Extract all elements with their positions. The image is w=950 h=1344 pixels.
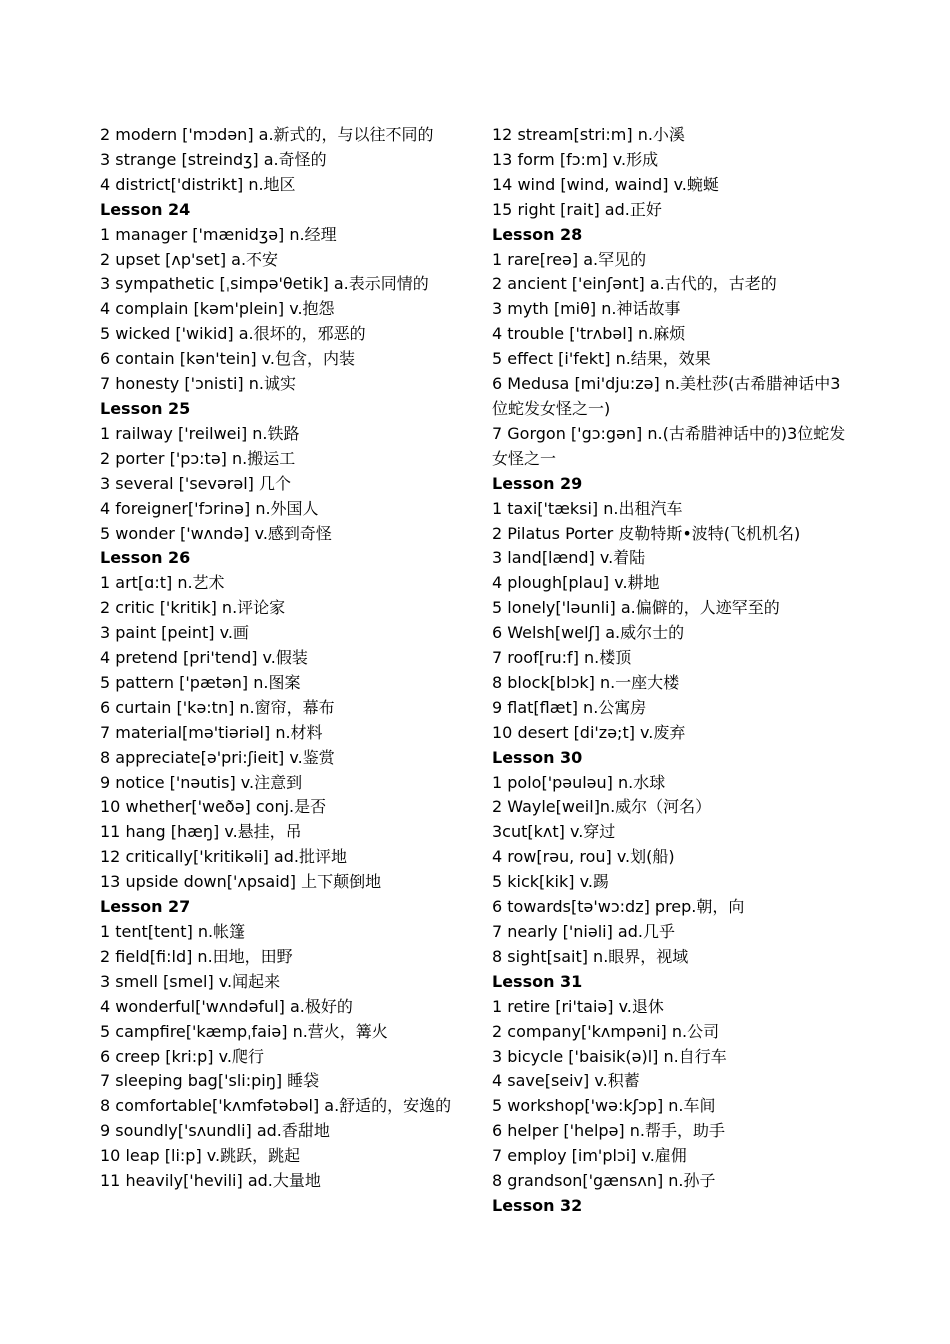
vocabulary-entry: 8 comfortable['kʌmfətəbəl] a.舒适的，安逸的 bbox=[100, 1096, 452, 1116]
vocabulary-entry: 11 hang [hæŋ] v.悬挂，吊 bbox=[100, 822, 302, 842]
vocabulary-entry: 5 workshop['wə:kʃɔp] n.车间 bbox=[492, 1096, 716, 1116]
vocabulary-entry: 6 curtain ['kə:tn] n.窗帘，幕布 bbox=[100, 697, 335, 717]
vocabulary-entry: 8 block[blɔk] n.一座大楼 bbox=[492, 672, 680, 692]
vocabulary-entry: 2 company['kʌmpəni] n.公司 bbox=[492, 1021, 720, 1041]
vocabulary-entry: 1 manager ['mænidʒə] n.经理 bbox=[100, 224, 337, 244]
vocabulary-entry: 1 polo['pəuləu] n.水球 bbox=[492, 772, 666, 792]
vocabulary-entry: 7 roof[ru:f] n.楼顶 bbox=[492, 648, 632, 668]
vocabulary-entry: 13 form [fɔ:m] v.形成 bbox=[492, 149, 659, 169]
lesson-heading: Lesson 32 bbox=[492, 1195, 583, 1215]
vocabulary-entry: 5 kick[kik] v.踢 bbox=[492, 872, 609, 892]
vocabulary-entry: 5 wicked ['wikid] a.很坏的，邪恶的 bbox=[100, 324, 366, 344]
vocabulary-entry: 4 foreigner['fɔrinə] n.外国人 bbox=[100, 498, 319, 518]
vocabulary-entry: 3 bicycle ['baisik(ə)l] n.自行车 bbox=[492, 1046, 727, 1066]
vocabulary-entry: 6 creep [kri:p] v.爬行 bbox=[100, 1046, 264, 1066]
vocabulary-entry: 4 plough[plau] v.耕地 bbox=[492, 573, 660, 593]
vocabulary-entry: 7 employ [im'plɔi] v.雇佣 bbox=[492, 1146, 687, 1166]
vocabulary-entry: 11 heavily['hevili] ad.大量地 bbox=[100, 1171, 321, 1191]
vocabulary-entry: 6 Medusa [mi'dju:zə] n.美杜莎(古希腊神话中3位蛇发女怪之一) bbox=[492, 374, 841, 418]
vocabulary-entry: 5 pattern ['pætən] n.图案 bbox=[100, 672, 301, 692]
vocabulary-entry: 2 Pilatus Porter 皮勒特斯•波特(飞机机名) bbox=[492, 523, 801, 543]
vocabulary-entry: 2 porter ['pɔ:tə] n.搬运工 bbox=[100, 448, 296, 468]
vocabulary-entry: 4 complain [kəm'plein] v.抱怨 bbox=[100, 299, 335, 319]
vocabulary-entry: 5 wonder ['wʌndə] v.感到奇怪 bbox=[100, 523, 332, 543]
vocabulary-entry: 5 campfire['kæmpˌfaiə] n.营火，篝火 bbox=[100, 1021, 388, 1041]
vocabulary-entry: 12 stream[stri:m] n.小溪 bbox=[492, 125, 685, 144]
vocabulary-entry: 10 leap [li:p] v.跳跃，跳起 bbox=[100, 1146, 301, 1166]
vocabulary-entry: 6 contain [kən'tein] v.包含，内装 bbox=[100, 349, 355, 369]
left-column bbox=[100, 123, 462, 1194]
vocabulary-entry: 8 grandson['gænsʌn] n.孙子 bbox=[492, 1171, 716, 1191]
vocabulary-entry: 6 helper ['helpə] n.帮手，助手 bbox=[492, 1121, 725, 1141]
vocabulary-entry: 4 row[rəu, rou] v.划(船) bbox=[492, 847, 675, 867]
vocabulary-entry: 12 critically['kritikəli] ad.批评地 bbox=[100, 847, 347, 867]
vocabulary-entry: 1 retire [ri'taiə] v.退休 bbox=[492, 996, 664, 1016]
vocabulary-entry: 1 rare[reə] a.罕见的 bbox=[492, 249, 647, 269]
vocabulary-entry: 15 right [rait] ad.正好 bbox=[492, 199, 662, 219]
vocabulary-entry: 8 sight[sait] n.眼界，视域 bbox=[492, 946, 689, 966]
vocabulary-entry: 14 wind [wind, waind] v.蜿蜒 bbox=[492, 174, 719, 194]
vocabulary-entry: 3cut[kʌt] v.穿过 bbox=[492, 822, 616, 842]
vocabulary-entry: 9 soundly['sʌundli] ad.香甜地 bbox=[100, 1121, 330, 1141]
vocabulary-entry: 1 tent[tent] n.帐篷 bbox=[100, 922, 246, 941]
vocabulary-entry: 1 railway ['reilwei] n.铁路 bbox=[100, 423, 300, 443]
vocabulary-entry: 5 effect [i'fekt] n.结果，效果 bbox=[492, 349, 711, 369]
vocabulary-entry: 1 taxi['tæksi] n.出租汽车 bbox=[492, 498, 683, 518]
vocabulary-entry: 4 district['distrikt] n.地区 bbox=[100, 174, 296, 194]
vocabulary-entry: 4 trouble ['trʌbəl] n.麻烦 bbox=[492, 324, 686, 344]
vocabulary-entry: 6 Welsh[welʃ] a.威尔士的 bbox=[492, 623, 685, 643]
vocabulary-entry: 3 land[lænd] v.着陆 bbox=[492, 548, 646, 568]
vocabulary-entry: 9 flat[flæt] n.公寓房 bbox=[492, 697, 647, 717]
vocabulary-entry: 5 lonely['ləunli] a.偏僻的，人迹罕至的 bbox=[492, 598, 780, 618]
vocabulary-entry: 2 ancient ['einʃənt] a.古代的，古老的 bbox=[492, 274, 777, 294]
vocabulary-entry: 7 Gorgon ['gɔ:gən] n.(古希腊神话中的)3位蛇发女怪之一 bbox=[492, 423, 846, 468]
vocabulary-entry: 2 critic ['kritik] n.评论家 bbox=[100, 598, 286, 618]
vocabulary-entry: 6 towards[tə'wɔ:dz] prep.朝，向 bbox=[492, 897, 745, 917]
vocabulary-entry: 2 field[fi:ld] n.田地，田野 bbox=[100, 946, 293, 966]
vocabulary-entry: 1 art[ɑ:t] n.艺术 bbox=[100, 573, 225, 593]
vocabulary-entry: 2 upset [ʌp'set] a.不安 bbox=[100, 249, 279, 269]
lesson-heading: Lesson 26 bbox=[100, 548, 191, 568]
lesson-heading: Lesson 30 bbox=[492, 747, 583, 767]
vocabulary-entry: 3 paint [peint] v.画 bbox=[100, 623, 249, 643]
vocabulary-entry: 8 appreciate[ə'pri:ʃieit] v.鉴赏 bbox=[100, 747, 335, 767]
vocabulary-entry: 4 pretend [pri'tend] v.假装 bbox=[100, 648, 308, 668]
vocabulary-entry: 10 desert [di'zə;t] v.废弃 bbox=[492, 722, 686, 742]
vocabulary-entry: 3 sympathetic [ˌsimpə'θetik] a.表示同情的 bbox=[100, 274, 429, 294]
vocabulary-entry: 10 whether['weðə] conj.是否 bbox=[100, 797, 327, 817]
vocabulary-entry: 2 modern ['mɔdən] a.新式的，与以往不同的 bbox=[100, 125, 434, 144]
lesson-heading: Lesson 27 bbox=[100, 897, 191, 917]
vocabulary-entry: 7 honesty ['ɔnisti] n.诚实 bbox=[100, 374, 296, 394]
vocabulary-entry: 7 material[mə'tiəriəl] n.材料 bbox=[100, 722, 323, 742]
vocabulary-entry: 3 strange [streindʒ] a.奇怪的 bbox=[100, 149, 327, 169]
vocabulary-entry: 4 save[seiv] v.积蓄 bbox=[492, 1071, 640, 1091]
vocabulary-entry: 9 notice ['nəutis] v.注意到 bbox=[100, 772, 303, 792]
lesson-heading: Lesson 25 bbox=[100, 398, 191, 418]
vocabulary-entry: 4 wonderful['wʌndəful] a.极好的 bbox=[100, 996, 353, 1016]
right-column bbox=[492, 123, 854, 1219]
vocabulary-entry: 2 Wayle[weil]n.威尔（河名） bbox=[492, 797, 712, 817]
vocabulary-entry: 3 myth [miθ] n.神话故事 bbox=[492, 299, 681, 319]
lesson-heading: Lesson 29 bbox=[492, 473, 583, 493]
lesson-heading: Lesson 31 bbox=[492, 971, 583, 991]
lesson-heading: Lesson 24 bbox=[100, 199, 191, 219]
vocabulary-entry: 7 nearly ['niəli] ad.几乎 bbox=[492, 922, 675, 941]
vocabulary-entry: 3 several ['sevərəl] 几个 bbox=[100, 473, 292, 493]
vocabulary-entry: 7 sleeping bag['sli:piŋ] 睡袋 bbox=[100, 1071, 320, 1091]
vocabulary-entry: 3 smell [smel] v.闻起来 bbox=[100, 971, 281, 991]
lesson-heading: Lesson 28 bbox=[492, 224, 583, 244]
vocabulary-entry: 13 upside down['ʌpsaid] 上下颠倒地 bbox=[100, 872, 382, 892]
